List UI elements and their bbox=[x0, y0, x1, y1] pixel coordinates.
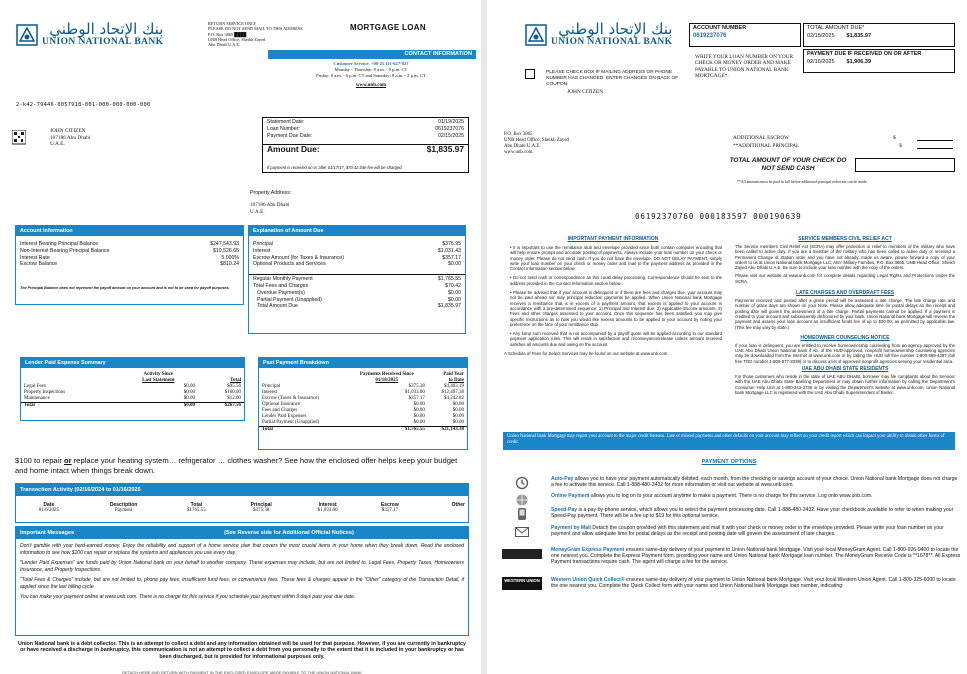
row-label: Interest Rate bbox=[20, 254, 50, 261]
col-header: Total bbox=[230, 378, 241, 383]
customer-service-line: Customer Service: +00-21 111-627-827 bbox=[333, 61, 409, 66]
past-payment-panel bbox=[258, 357, 468, 450]
row-label: Non-Interest Bearing Principal Balance bbox=[20, 247, 110, 254]
row-label: Regular Monthly Payment bbox=[253, 276, 313, 283]
row-value: $1,765.55 bbox=[437, 276, 461, 283]
total-due-date: 02/15/2025 bbox=[807, 32, 835, 39]
bank-emblem-icon bbox=[16, 24, 38, 46]
amount-due-label: Amount Due: bbox=[267, 144, 320, 155]
notice-text: If your loan is delinquent, you are entitled to receive homeownership counseling from an agency approved by the UAE Abu Dhabi Union National bank if Ab. of the HUD-approved, nonprofit homeownership counseling agencies may be downloaded from the Internet at www.unb.com or by calling the HUD toll free number 1-800-569-4287 (toll free TDD number 1-800-877-8339) or to discuss a list of approved nonprofit agencies serving your residential area. bbox=[735, 342, 955, 364]
table-row-total: Total $1,765.55 $21,143.38 bbox=[259, 427, 467, 434]
info-bullet: • Please be advised that if your account is delinquent or if there are fees and charges due, your account may not be paid ahead nor may principal reduction payments be applied. When Union National bank Mortgage receives a remittance that is in excess of a payment amount, that excess is applied to your account in accordance with a pre-determined sequence: 1) Principal and Interest due; 2) Applicable Escrow amounts; 3) Fees and other charges assessed to your account. Once this sequence has been satisfied, you may give specific instructions as to how you would like excess amounts to be applied to your account by noting your preference on the face of your remittance stub. bbox=[510, 290, 723, 327]
payment-option-speedpay: Speed-Pay is a pay-by-phone service, which allows you to select the payment processing date. Call 1-888-480-2432. Have your checkbook available to refer to when making your Speed-Pay payment. There will be a fee up to $19 for this optional service. bbox=[501, 507, 961, 520]
late-fee-note: If payment is received on or after 01/17/17, $70.42 late fee will be charged. bbox=[267, 165, 403, 170]
payment-option-western-union: WESTERN UNION Western Union Quick Collect® ensures same-day delivery of your payment to Union National bank Mortgage. Visit your local Western Union Agent. Call 1-800-325-6000 to locate the one nearest you. Complete the Quick Collect form with your name and Union National bank Mortgage loan number, indicating: bbox=[501, 577, 961, 590]
message-paragraph: "Total Fees & Charges" include, but are not limited to, phone pay fees, insufficient fund fees, or convenience fees. These fees & charges appear in the "Other" category of the Transaction Detail, if applied since the last billing cycle. bbox=[20, 577, 464, 590]
dollar-sign: $ bbox=[899, 143, 902, 149]
statement-date: 01/19/2025 bbox=[438, 119, 464, 125]
account-number-box bbox=[689, 23, 801, 47]
col-header: 01/18/2025 bbox=[375, 378, 399, 383]
row-value: $357.17 bbox=[442, 254, 461, 261]
important-messages-panel bbox=[15, 526, 469, 636]
return-line: P.O. Box 3865 ████ bbox=[208, 31, 247, 37]
return-address bbox=[208, 21, 338, 47]
row-value: $70.42 bbox=[445, 282, 461, 289]
messages-title: Important Messages bbox=[20, 529, 75, 536]
table-row: Legal Fees $0.00 $95.56 bbox=[24, 384, 241, 389]
payment-options-title: PAYMENT OPTIONS bbox=[701, 459, 757, 465]
late-payment-box bbox=[803, 49, 955, 73]
return-line: RETURN SERVICE ONLY bbox=[208, 21, 257, 26]
messages-subtitle: (See Reverse side for Additional Official Notices) bbox=[224, 529, 354, 536]
property-label: Property Address: bbox=[250, 190, 292, 196]
section-title: IMPORTANT PAYMENT INFORMATION bbox=[567, 236, 659, 242]
western-union-logo-icon: WESTERN UNION bbox=[502, 577, 542, 590]
panel-title: Past Payment Breakdown bbox=[259, 358, 467, 368]
check-amount-box[interactable] bbox=[855, 158, 955, 172]
info-bullet: • It is important to use the remittance stub and envelope provided since both contain computer encoding that will help ensure prompt and accurate posting of payments. Always include your loan number on your check or money order. Please do not send cash. If you do not have the envelope, DO NOT DELAY PAYMENT, simply write your loan number on your check or money order and mail to the payment address as provided in the Contact Information section below. bbox=[510, 245, 722, 272]
document-title: MORTGAGE LOAN bbox=[350, 23, 426, 32]
section-title: LATE CHARGES AND OVERDRAFT FEES bbox=[795, 290, 895, 297]
property-line: 107186 Abu Dhabi bbox=[250, 202, 290, 208]
section-title: UAE ABU DHABI STATE RESIDENTS bbox=[801, 366, 889, 373]
checkbox-note: PLEASE CHECK BOX IF MAILING ADDRESS OR PHONE NUMBER HAS CHANGED. ENTER CHANGES ON BACK OF COUPON. bbox=[546, 70, 679, 87]
table-row: Interest $1,033.00 $12,497.38 bbox=[262, 390, 464, 395]
total-due-amount: $1,835.97 bbox=[846, 32, 871, 39]
address-line: UNB Head Office, Sheikh Zayed bbox=[504, 137, 569, 143]
schedule-note: A Schedule of Fees for Select Services may be found on our website at www.unb.com. bbox=[504, 351, 669, 357]
dollar-sign: $ bbox=[893, 135, 896, 141]
principal-input-line[interactable] bbox=[917, 148, 953, 149]
bank-emblem-icon bbox=[525, 24, 547, 46]
hours-line: Friday: 8 a.m. - 6 p.m. CT and Saturday: 8 a.m. - 2 p.m. CT bbox=[316, 72, 426, 78]
row-label: Optional Products and Services bbox=[253, 261, 326, 268]
additional-escrow-label: ADDITIONAL ESCROW bbox=[733, 135, 790, 141]
info-bullet: • Do not send cash or correspondence as this could delay processing. Correspondence should be sent to the address provided in the Contact Information section below. bbox=[510, 275, 722, 286]
credit-note: **All amounts must be paid in full before additional principal reduction can be made. bbox=[737, 180, 868, 184]
row-label: Escrow Balance bbox=[20, 261, 58, 268]
section-title: SERVICE MEMBERS CIVIL RELIEF ACT bbox=[798, 236, 892, 242]
address-line: www.unb.com. bbox=[504, 149, 534, 155]
contact-info bbox=[280, 61, 462, 89]
write-loan-note: WRITE YOUR LOAN NUMBER ON YOUR CHECK OR MONEY ORDER AND MAKE PAYABLE TO UNION NATIONAL BANK MORTGAGE*. bbox=[695, 54, 794, 80]
info-bullet: • Any lump sum received that is not accompanied by a payoff quote will be applied according to our standard payment application rules. This will result in satisfaction and reconveyance/release unless amount received satisfies all amounts due and owing on the account. bbox=[510, 331, 722, 347]
principal-balance-note: The Principal Balance does not represent the payoff amount on your account and is not to be used for payoff purposes. bbox=[20, 286, 230, 290]
row-value: $0.00 bbox=[448, 289, 461, 296]
row-label: Principal bbox=[253, 241, 273, 247]
row-value: $1,835.97 bbox=[437, 303, 461, 310]
row-value: 5.000% bbox=[221, 254, 239, 261]
customer-block bbox=[28, 128, 90, 148]
promo-text: $100 to repair or replace your heating system… refrigerator … clothes washer? See how the enclosed offer helps keep your budget and home intact when things break down. bbox=[15, 456, 458, 475]
micr-line: 06192370760 000183597 000190639 bbox=[635, 212, 802, 221]
table-row: Fees and Charges $0.00 $0.00 bbox=[262, 408, 464, 413]
table-row: 01/6/2025 Payment $1765.55 $375.38 $1,033.00 $357.17 bbox=[38, 508, 398, 513]
account-number-label: ACCOUNT NUMBER bbox=[693, 25, 747, 31]
explanation-panel bbox=[248, 225, 466, 334]
late-payment-label: PAYMENT DUE IF RECEIVED ON OR AFTER bbox=[807, 51, 922, 57]
row-value: $0.00 bbox=[448, 296, 461, 303]
row-value: $1,031.43 bbox=[437, 247, 461, 254]
payment-option-autopay: Auto-Pay allows you to have your payment automatically debited, each month, from the checking or savings account of your choice. Union National bank Mortgage does not charge a fee to activate this service. Call 1-888-480-2432 for more information or visit our website at www.unb.com. bbox=[501, 476, 961, 489]
table-header: Date Description Total Principal Interest Escrow Other bbox=[43, 502, 465, 508]
row-value: $376.95 bbox=[442, 241, 461, 247]
online-payment-icon bbox=[515, 493, 529, 507]
row-label: Partial Payment (Unapplied) bbox=[257, 296, 322, 303]
property-line: U.A.E. bbox=[250, 209, 265, 215]
credit-reporting-banner: Union National bank Mortgage may report your account to the major credit bureaus. Late or missed payments and other defaults on your account may reflect on your credit report which can impact your ability to obtain other forms of credit. bbox=[503, 432, 955, 450]
loan-number: 0619237076 bbox=[435, 125, 464, 132]
col-header: Payments Received Since bbox=[359, 372, 414, 377]
hours-line: Monday - Thursday: 8 a.m. - 8 p.m. CT bbox=[334, 66, 408, 72]
due-date-label: Payment Due Date: bbox=[267, 132, 313, 139]
message-paragraph: You can make your payment online at www.unb.com. There is no charge for this service if you schedule your payment within 9 days past your due date. bbox=[20, 594, 356, 600]
row-label: Interest bbox=[253, 247, 271, 254]
statement-summary-box bbox=[262, 117, 469, 173]
notice-text: Payments received and posted after a grace period will be assessed a late charge. The late charge rate and number of grace days are shown on your Note. Please allow adequate time for postal delays as the receipt and posting date will govern the assessment of a late charge. Partial payments cannot be applied. If a payment is credited to your account and subsequently dishonored by your bank, Union National bank Mortgage will reverse the payment and assess your loan account an insufficient funds fee of up to $30.00, as permitted by applicable law. (This fee may vary by state.) bbox=[735, 298, 955, 330]
bank-name-arabic: بنك الإتحاد الوطني bbox=[49, 20, 164, 38]
return-line: UNB Head Office, Sheikh Zayed bbox=[208, 36, 266, 42]
statement-page-back bbox=[487, 0, 967, 674]
table-row: Lender Paid Expenses $0.00 $0.00 bbox=[262, 414, 464, 419]
notice-text: The Service members Civil Relief Act (SCRA) may offer protection or relief to members of the military who have been called to active duty. If you are a member of the military who has been called to active duty or received a Permanent Change of Station order and you have not already, made us aware, please forward a copy of your orders to us at Union National bank Mortgage LLC, Attn: Military Families, P.O. Box 3865, UNB Head Office, Sheikh Zayed Abu Dhabi U.A.E. Be sure to include your loan number with the copy of the orders. bbox=[735, 244, 955, 271]
table-row: Optional Insurance $0.00 $0.00 bbox=[262, 402, 464, 407]
return-line: Abu Dhabi U.A.E. bbox=[208, 42, 241, 48]
account-number: 0619237076 bbox=[693, 32, 727, 39]
address-line: Abu Dhabi U.A.E. bbox=[504, 143, 541, 149]
customer-name: JOHN CITIZEN bbox=[50, 128, 86, 134]
legal-notices bbox=[735, 236, 955, 395]
payment-option-online: Online Payment allows you to log on to your account anytime to make a payment. There is no charge for this service. Log onto www.unb.com. bbox=[501, 493, 961, 506]
account-information-panel bbox=[15, 225, 244, 305]
panel-title: Explanation of Amount Due bbox=[249, 226, 465, 236]
row-value: $810.24 bbox=[220, 261, 239, 268]
row-label: Interest Bearing Principal Balance bbox=[20, 241, 99, 247]
phone-icon bbox=[516, 507, 528, 521]
customer-address: 107186 Abu Dhabi bbox=[50, 134, 91, 141]
notice-text: For those customers who reside in the state of UAE ABU DHABI, borrower may file complaints about the Servicer with the UAE Abu Dhabi State Banking Department or may obtain further information by calling the Department's Consumer Help Unit at 1-800-342-3736 or by visiting the Department's website at www.unb.com. Union National bank Mortgage LLC is registered with the UAE Abu Dhabi Superintendent of Banks. bbox=[735, 374, 955, 395]
total-due-box bbox=[803, 23, 955, 47]
amount-due: $1,835.97 bbox=[426, 144, 464, 155]
lender-paid-panel bbox=[20, 357, 245, 421]
late-payment-amount: $1,906.39 bbox=[846, 58, 871, 65]
col-header: to Date bbox=[448, 378, 464, 383]
message-paragraph: "Lender Paid Expenses" are funds paid by Union National bank on your behalf to another company. These expenses may include, but are not limited to, Legal Fees, Property Taxes, Homeowners Insurance, and Property Inspections. bbox=[20, 560, 464, 573]
additional-amounts bbox=[733, 134, 902, 150]
panel-title: Account Information bbox=[16, 226, 243, 236]
table-row-total: Total $0.00 $267.56 bbox=[21, 403, 244, 410]
col-header: Last Statement bbox=[142, 378, 175, 383]
statement-date-label: Statement Date: bbox=[267, 119, 305, 125]
col-header: Activity Since bbox=[143, 372, 174, 377]
qr-code-icon bbox=[12, 130, 26, 146]
late-payment-date: 02/16/2025 bbox=[807, 58, 835, 65]
panel-title: Transaction Activity (02/16/2024 to 01/16/2025 bbox=[16, 484, 468, 496]
row-label: Total Fees and Charges bbox=[253, 282, 309, 289]
bank-logo bbox=[525, 22, 672, 47]
debt-collector-notice: Union National bank is a debt collector. This is an attempt to collect a debt and any information obtained will be used for that purpose. However, if you are currently in bankruptcy or have received a discharge in bankruptcy, this communication is not an attempt to collect a debt from you personally to the extent that it is included in your bankruptcy or has been discharged, but is provided for informational purposes only. bbox=[18, 641, 466, 660]
col-header: Paid Year bbox=[443, 372, 464, 377]
contact-header: CONTACT INFORMATION bbox=[268, 50, 476, 59]
row-label: Escrow Amount (for Taxes & Insurance) bbox=[253, 254, 345, 261]
row-label: Overdue Payment(s) bbox=[257, 289, 305, 296]
table-row: Escrow (Taxes & Insurance) $357.17 $4,242.82 bbox=[262, 396, 464, 401]
bank-name-english: UNION NATIONAL BANK bbox=[42, 37, 164, 47]
table-row: Principal $375.38 $4,403.19 bbox=[262, 384, 464, 389]
payment-option-moneygram: MoneyGram Express Payment ensures same-day delivery of your payment to Union National bank Mortgage. Visit your local MoneyGram Agent. Call 1-800-926-9400 to locate the one nearest you. Complete the Express Payment form, providing your name and Union National bank Mortgage loan number. The MoneyGram Receive Code is **1678**. All Express Payment transactions require cash. The agent will charge a fee for the service. bbox=[501, 547, 961, 565]
envelope-icon bbox=[515, 527, 529, 537]
due-date: 02/15/2025 bbox=[438, 132, 464, 139]
total-check-label: TOTAL AMOUNT OF YOUR CHECK DO NOT SEND CASH bbox=[729, 157, 847, 172]
return-line: PLEASE DO NOT SEND MAIL TO THIS ADDRESS bbox=[208, 26, 303, 32]
table-row: Partial Payment (Unapplied) $0.00 $0.00 bbox=[262, 420, 464, 425]
detach-line: DETACH HERE AND RETURN WITH PAYMENT IN THE ENCLOSED ENVELOPE MADE PAYABLE TO THE UNION NATIONAL BANK bbox=[122, 670, 362, 674]
bank-name-arabic: بنك الإتحاد الوطني bbox=[558, 20, 673, 38]
important-payment-info bbox=[504, 236, 722, 356]
panel-title: Lender Paid Expense Summary bbox=[21, 358, 244, 368]
statement-page-front bbox=[0, 0, 481, 674]
message-paragraph: Don't gamble with your hard-earned money. Enjoy the reliability and support of a home service plan that covers the most crucial items in your home when they break down. Read the enclosed information to see how $100 can repair or replace the systems and appliances you use every day. bbox=[20, 543, 464, 556]
website-link[interactable]: www.unb.com bbox=[355, 83, 387, 89]
row-value: $247,543.93 bbox=[210, 241, 239, 247]
loan-number-label: Loan Number: bbox=[267, 125, 300, 132]
section-title: HOMEOWNER COUNSELING NOTICE bbox=[800, 334, 890, 341]
autopay-icon bbox=[515, 476, 529, 490]
bank-address bbox=[504, 132, 569, 156]
bank-logo bbox=[16, 22, 163, 47]
address-change-checkbox[interactable] bbox=[525, 69, 535, 79]
additional-principal-label: **ADDITIONAL PRINCIPAL bbox=[733, 143, 800, 149]
table-row: Property Inspections $0.00 $160.00 bbox=[24, 390, 241, 395]
property-address bbox=[250, 190, 291, 216]
row-value: $0.00 bbox=[448, 261, 461, 268]
barcode-line: 2-k42-79446-0057918-001-000-000-000-000 bbox=[16, 102, 151, 108]
payment-option-mail: Payment by Mail Detach the coupon provided with this statement and mail it with your check or money order in the envelope provided. Please write your loan number on your payment and allow adequate time for postal delays as the receipt and posting date will govern the assessment of late charges. bbox=[501, 525, 961, 538]
escrow-input-line[interactable] bbox=[917, 140, 953, 141]
customer-country: U.A.E. bbox=[50, 141, 65, 148]
address-line: P.O. Box 3865 bbox=[504, 132, 533, 137]
total-due-label: TOTAL AMOUNT DUE* bbox=[807, 25, 865, 31]
bank-name-english: UNION NATIONAL BANK bbox=[551, 37, 673, 47]
table-row: Maintenance $0.00 $12.00 bbox=[24, 396, 241, 401]
coupon-customer-name: JOHN CITIZEN bbox=[567, 89, 604, 95]
moneygram-logo-icon bbox=[502, 549, 542, 559]
panel-title bbox=[16, 527, 468, 539]
row-value: $10,526.65 bbox=[213, 247, 239, 254]
notice-text: Please visit our website at www.unb.com for complete details regarding Legal Rights and Protections Under the SCRA. bbox=[735, 273, 955, 284]
transaction-activity-panel bbox=[15, 483, 469, 523]
row-label: Total Amount Due bbox=[257, 303, 298, 310]
postage-stamp: ████ bbox=[234, 31, 247, 37]
